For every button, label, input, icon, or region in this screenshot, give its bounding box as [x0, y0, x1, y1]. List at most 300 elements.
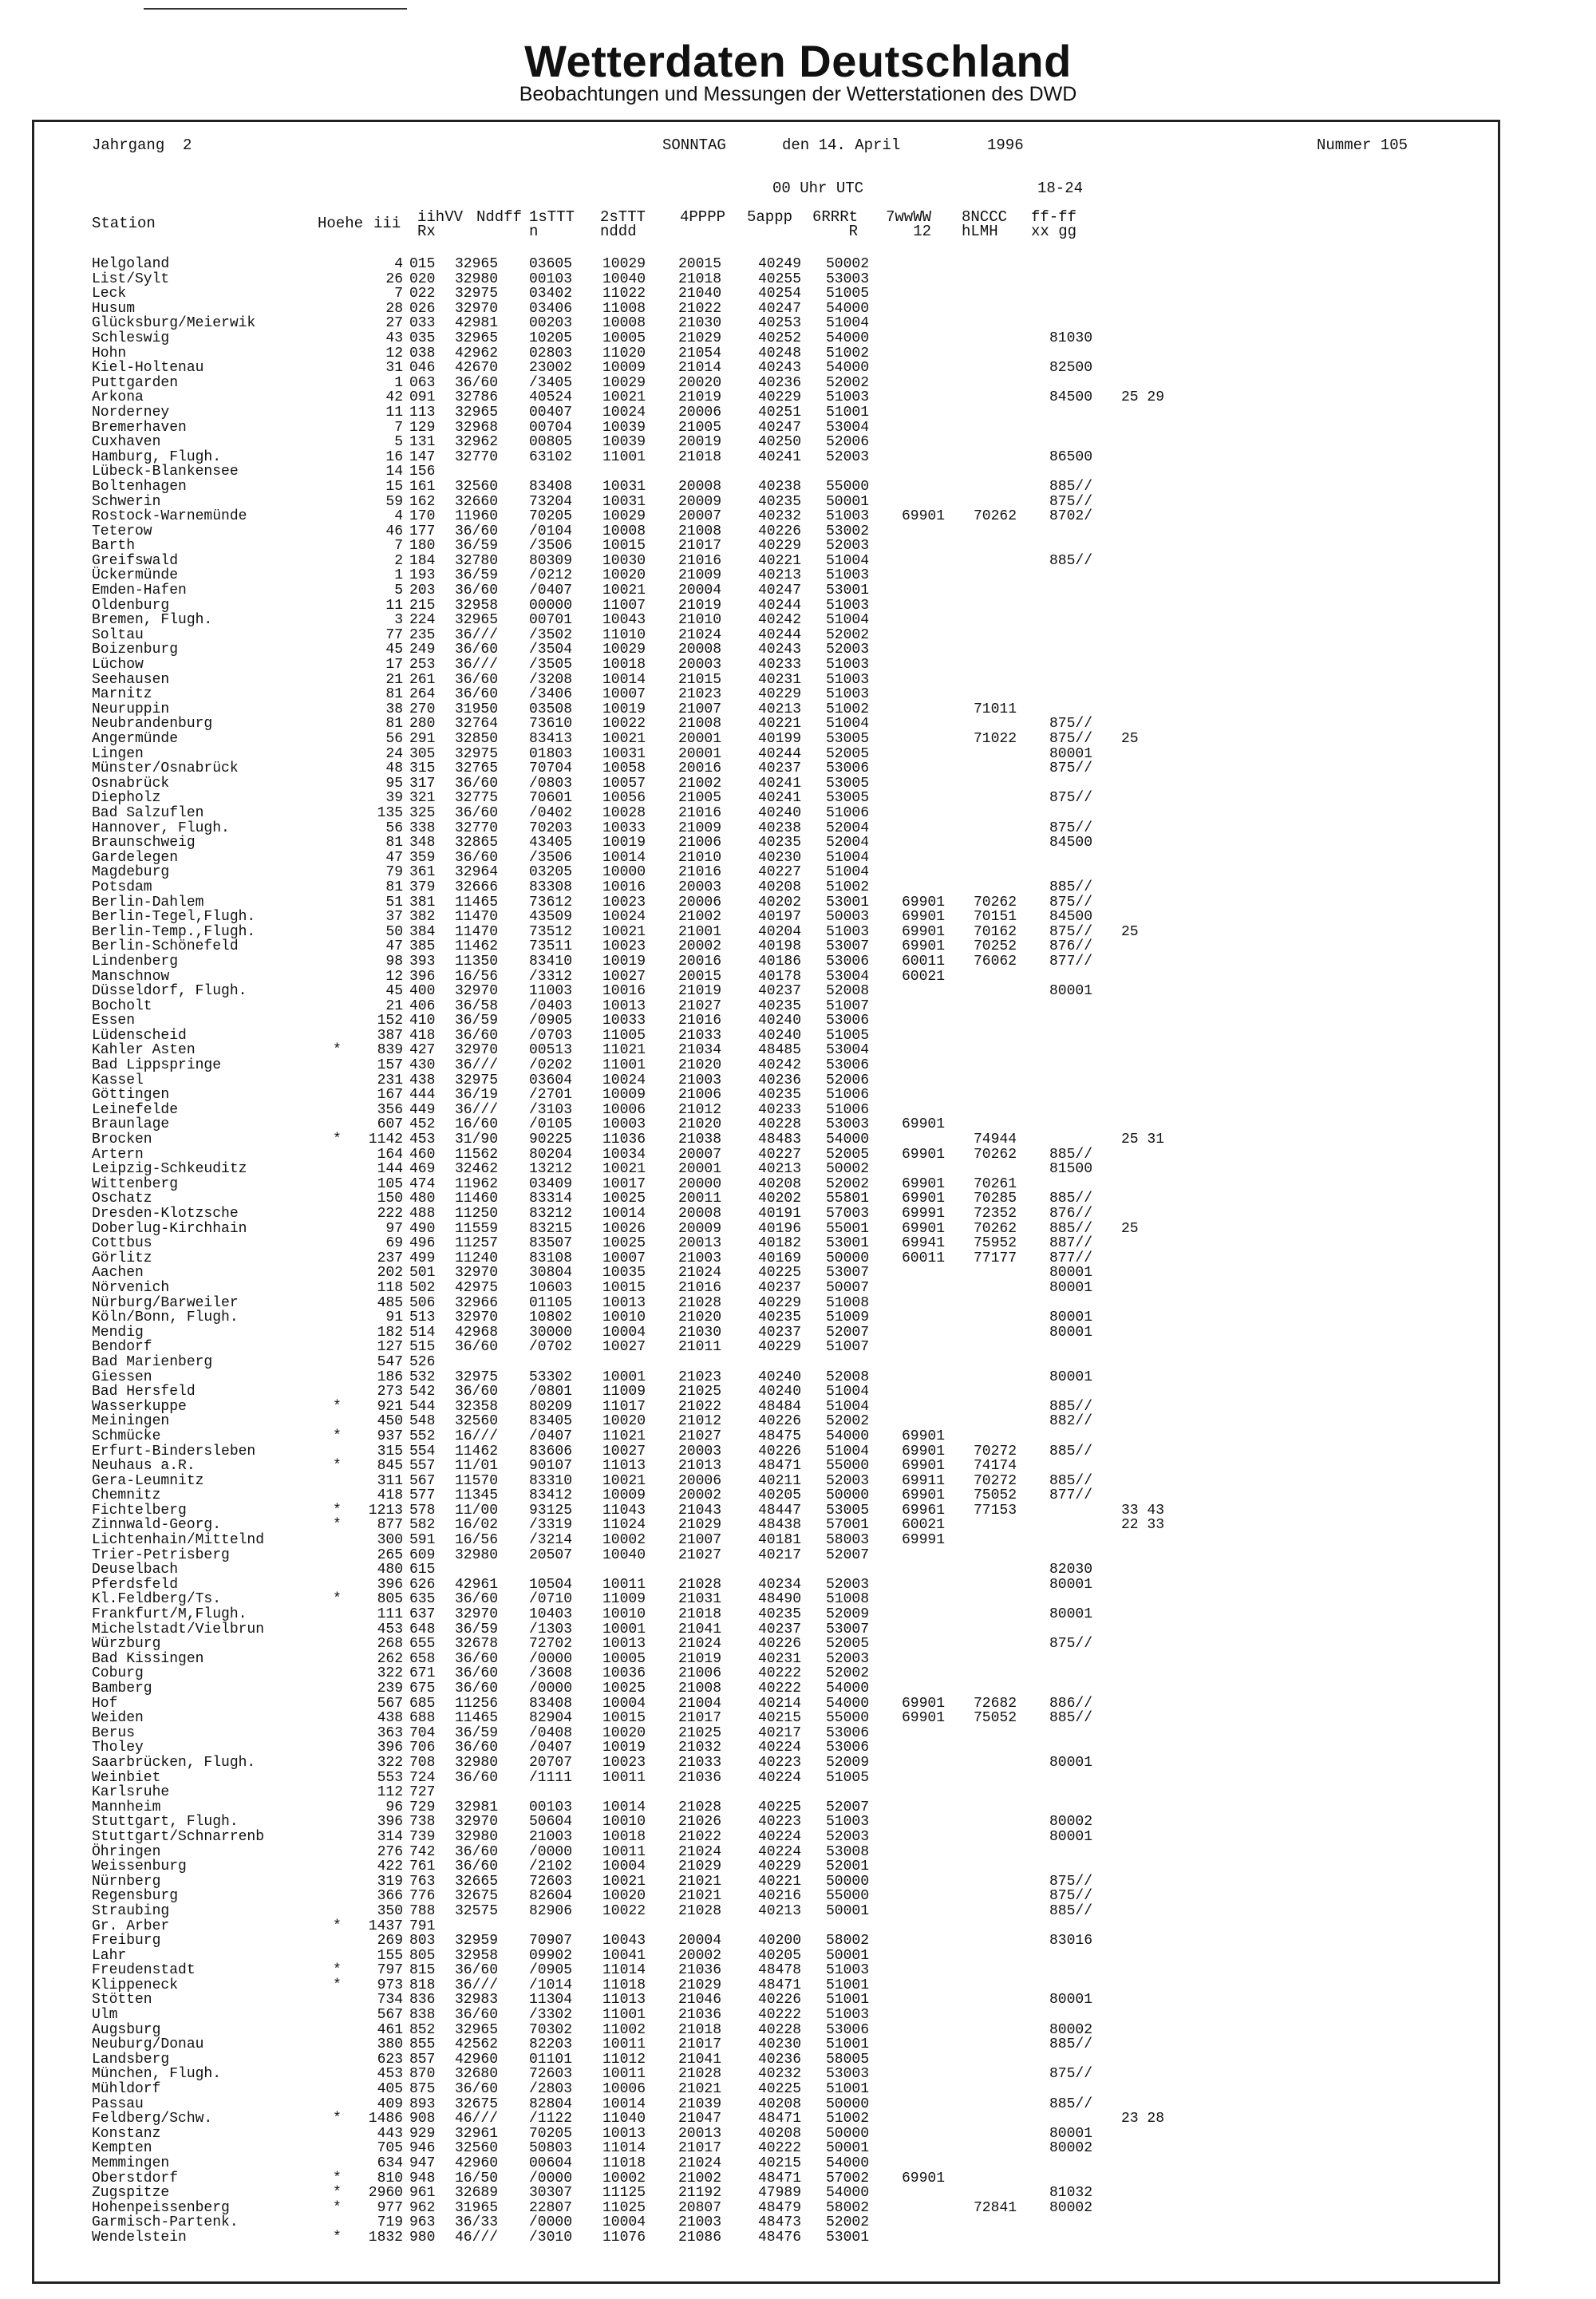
station-height: 95 [385, 775, 403, 792]
group-1sttt: 10030 [602, 552, 646, 569]
group-nddff: 21003 [529, 1828, 573, 1845]
group-7wwww: 72841 [974, 2199, 1017, 2216]
station-name: Bad Marienberg [92, 1353, 213, 1370]
group-2sttt: 21033 [678, 1027, 722, 1044]
group-5appp: 52008 [826, 1369, 870, 1385]
group-5appp: 51004 [826, 1443, 870, 1460]
group-nddff: 70601 [529, 790, 573, 807]
group-nddff: 11304 [529, 1992, 573, 2009]
group-nddff: /3312 [529, 968, 573, 985]
group-2sttt: 21019 [678, 1650, 722, 1667]
table-row [92, 910, 1448, 925]
station-name: Nörvenich [92, 1279, 170, 1296]
group-4pppp: 40211 [758, 1472, 802, 1489]
group-nddff: 82604 [529, 1888, 573, 1905]
group-2sttt: 21002 [678, 2170, 722, 2186]
group-nddff: /1303 [529, 1621, 573, 1637]
station-height: 15 [385, 478, 403, 495]
group-2sttt: 20013 [678, 2125, 722, 2142]
group-nddff: 90225 [529, 1132, 573, 1148]
group-iihvv: 32980 [455, 271, 499, 287]
col-1sttt: 1sTTT n [529, 208, 575, 240]
group-nddff: 73512 [529, 923, 573, 940]
station-id: 961 [409, 2185, 436, 2202]
group-2sttt: 21008 [678, 523, 722, 539]
group-5appp: 51001 [826, 1992, 870, 2009]
station-id: 554 [409, 1443, 436, 1460]
group-1sttt: 10013 [602, 1294, 646, 1311]
station-id: 184 [409, 552, 436, 569]
table-row [92, 1859, 1448, 1874]
group-5appp: 51005 [826, 1027, 870, 1044]
table-row [92, 1830, 1448, 1845]
group-nddff: /3010 [529, 2229, 573, 2246]
group-5appp: 52002 [826, 374, 870, 391]
group-4pppp: 40254 [758, 286, 802, 302]
group-4pppp: 40197 [758, 909, 802, 926]
group-4pppp: 40191 [758, 1206, 802, 1222]
group-2sttt: 21038 [678, 1132, 722, 1148]
station-name: Lahr [92, 1947, 127, 1964]
station-name: Lübeck-Blankensee [92, 464, 239, 480]
col-station: Station [92, 215, 156, 232]
group-6rrrt: 69901 [902, 1695, 946, 1712]
group-2sttt: 21006 [678, 835, 722, 851]
table-row [92, 1562, 1448, 1578]
group-5appp: 51009 [826, 1309, 870, 1326]
station-name: Weissenburg [92, 1859, 187, 1875]
station-id: 264 [409, 686, 436, 703]
group-2sttt: 21018 [678, 2021, 722, 2038]
station-name: Freudenstadt [92, 1962, 196, 1979]
station-height: 111 [377, 1606, 403, 1623]
group-iihvv: 11962 [455, 1175, 499, 1192]
group-1sttt: 10025 [602, 1191, 646, 1207]
group-iihvv: 11470 [455, 909, 499, 926]
group-5appp: 51004 [826, 1398, 870, 1415]
group-5appp: 51004 [826, 612, 870, 629]
station-name: Berlin-Dahlem [92, 894, 204, 911]
group-5appp: 53007 [826, 1265, 870, 1282]
group-2sttt: 21008 [678, 1681, 722, 1697]
group-1sttt: 10021 [602, 1873, 646, 1890]
station-name: Berus [92, 1724, 136, 1741]
group-iihvv: 11256 [455, 1695, 499, 1712]
group-7wwww: 70272 [974, 1472, 1017, 1489]
group-2sttt: 21002 [678, 909, 722, 926]
station-id: 033 [409, 315, 436, 332]
station-name: Würzburg [92, 1636, 161, 1653]
station-id: 947 [409, 2155, 436, 2171]
group-nddff: /3405 [529, 374, 573, 391]
group-6rrrt: 69901 [902, 1116, 946, 1133]
group-6rrrt: 69901 [902, 508, 946, 525]
station-height: 623 [377, 2051, 403, 2068]
group-5appp: 53003 [826, 1116, 870, 1133]
group-iihvv: 36/60 [455, 374, 499, 391]
group-1sttt: 10016 [602, 983, 646, 1000]
group-iihvv: 36/19 [455, 1087, 499, 1104]
station-height: 314 [377, 1828, 403, 1845]
group-1sttt: 10022 [602, 716, 646, 733]
group-nddff: /2701 [529, 1087, 573, 1104]
group-2sttt: 21008 [678, 716, 722, 733]
group-8nccc: 84500 [1049, 389, 1093, 406]
station-name: Garmisch-Partenk. [92, 2214, 239, 2231]
group-nddff: /3502 [529, 626, 573, 643]
group-2sttt: 21033 [678, 1754, 722, 1771]
station-name: Hannover, Flugh. [92, 820, 230, 836]
station-height: 98 [385, 953, 403, 970]
group-1sttt: 11009 [602, 1384, 646, 1400]
group-8nccc: 875// [1049, 1636, 1093, 1653]
group-5appp: 53006 [826, 953, 870, 970]
station-name: Frankfurt/M,Flugh. [92, 1606, 247, 1623]
group-2sttt: 21046 [678, 1992, 722, 2009]
table-row [92, 1697, 1448, 1712]
group-2sttt: 20002 [678, 1487, 722, 1504]
mountain-marker: * [333, 2199, 342, 2216]
group-2sttt: 21028 [678, 1294, 722, 1311]
station-name: Memmingen [92, 2155, 170, 2171]
group-4pppp: 40224 [758, 1740, 802, 1756]
station-id: 532 [409, 1369, 436, 1385]
group-nddff: 01803 [529, 745, 573, 762]
station-height: 839 [377, 1042, 403, 1059]
station-name: Bocholt [92, 997, 152, 1014]
group-7wwww: 70285 [974, 1191, 1017, 1207]
group-4pppp: 40249 [758, 256, 802, 272]
table-row [92, 1177, 1448, 1192]
station-height: 4 [394, 508, 403, 525]
group-2sttt: 20020 [678, 374, 722, 391]
table-row [92, 257, 1448, 272]
group-4pppp: 40224 [758, 1769, 802, 1786]
group-2sttt: 20002 [678, 938, 722, 955]
group-4pppp: 40223 [758, 1814, 802, 1831]
group-iihvv: 36/60 [455, 2081, 499, 2098]
station-name: Boltenhagen [92, 478, 187, 495]
station-id: 203 [409, 583, 436, 599]
group-8nccc: 876// [1049, 938, 1093, 955]
group-2sttt: 21022 [678, 1828, 722, 1845]
station-height: 734 [377, 1992, 403, 2009]
group-5appp: 51003 [826, 923, 870, 940]
group-2sttt: 21007 [678, 701, 722, 717]
station-height: 97 [385, 1220, 403, 1237]
station-id: 544 [409, 1398, 436, 1415]
group-4pppp: 48447 [758, 1502, 802, 1519]
group-4pppp: 48471 [758, 2170, 802, 2186]
group-8nccc: 885// [1049, 1902, 1093, 1919]
group-1sttt: 10006 [602, 1101, 646, 1118]
table-row [92, 2186, 1448, 2201]
group-5appp: 50002 [826, 256, 870, 272]
station-id: 515 [409, 1339, 436, 1356]
station-height: 14 [385, 464, 403, 480]
station-table [92, 257, 1448, 2246]
group-4pppp: 48478 [758, 1962, 802, 1979]
station-id: 685 [409, 1695, 436, 1712]
group-iihvv: 32970 [455, 983, 499, 1000]
table-row [92, 1474, 1448, 1489]
group-4pppp: 40213 [758, 1902, 802, 1919]
group-2sttt: 21023 [678, 686, 722, 703]
group-2sttt: 20006 [678, 894, 722, 911]
station-id: 035 [409, 330, 436, 346]
group-4pppp: 40243 [758, 360, 802, 377]
group-iihvv: 32975 [455, 286, 499, 302]
group-4pppp: 40199 [758, 731, 802, 747]
group-5appp: 50001 [826, 2140, 870, 2157]
station-height: 1832 [368, 2229, 403, 2246]
group-4pppp: 40236 [758, 1072, 802, 1088]
group-1sttt: 10006 [602, 2081, 646, 2098]
table-row [92, 1191, 1448, 1207]
group-ff: 33 43 [1121, 1502, 1165, 1519]
station-height: 977 [377, 2199, 403, 2216]
station-name: Norderney [92, 404, 170, 421]
group-2sttt: 21023 [678, 1369, 722, 1385]
station-name: Cottbus [92, 1235, 152, 1252]
group-5appp: 54000 [826, 300, 870, 317]
station-name: Leinefelde [92, 1101, 179, 1118]
station-height: 48 [385, 760, 403, 777]
group-8nccc: 80001 [1049, 1309, 1093, 1326]
station-name: Ückermünde [92, 567, 179, 584]
group-4pppp: 40217 [758, 1546, 802, 1563]
station-height: 485 [377, 1294, 403, 1311]
station-name: Feldberg/Schw. [92, 2111, 213, 2127]
group-1sttt: 10017 [602, 1175, 646, 1192]
group-nddff: 10603 [529, 1279, 573, 1296]
group-7wwww: 75952 [974, 1235, 1017, 1252]
table-row [92, 1355, 1448, 1370]
station-height: 322 [377, 1754, 403, 1771]
station-id: 962 [409, 2199, 436, 2216]
station-height: 567 [377, 1695, 403, 1712]
station-name: Osnabrück [92, 775, 170, 792]
station-height: 24 [385, 745, 403, 762]
station-height: 237 [377, 1250, 403, 1266]
group-4pppp: 40208 [758, 879, 802, 895]
station-height: 81 [385, 716, 403, 733]
group-5appp: 50000 [826, 2125, 870, 2142]
group-4pppp: 40243 [758, 642, 802, 658]
group-1sttt: 10027 [602, 1443, 646, 1460]
group-iihvv: 36/60 [455, 1650, 499, 1667]
group-2sttt: 21016 [678, 1279, 722, 1296]
group-7wwww: 70262 [974, 1146, 1017, 1163]
station-height: 105 [377, 1175, 403, 1192]
table-row [92, 939, 1448, 954]
group-5appp: 52004 [826, 835, 870, 851]
group-iihvv: 36/59 [455, 1621, 499, 1637]
group-nddff: 01105 [529, 1294, 573, 1311]
group-iihvv: 36/// [455, 1101, 499, 1118]
group-1sttt: 11021 [602, 1042, 646, 1059]
group-iihvv: 11570 [455, 1472, 499, 1489]
group-1sttt: 10002 [602, 2170, 646, 2186]
table-row [92, 821, 1448, 836]
station-id: 502 [409, 1279, 436, 1296]
group-7wwww: 70262 [974, 894, 1017, 911]
group-4pppp: 40221 [758, 716, 802, 733]
group-2sttt: 21036 [678, 1962, 722, 1979]
station-name: Husum [92, 300, 136, 317]
group-5appp: 53006 [826, 1724, 870, 1741]
group-2sttt: 20008 [678, 478, 722, 495]
group-1sttt: 11005 [602, 1027, 646, 1044]
group-nddff: 53302 [529, 1369, 573, 1385]
group-4pppp: 48475 [758, 1428, 802, 1444]
station-id: 359 [409, 849, 436, 866]
group-1sttt: 11014 [602, 2140, 646, 2157]
group-1sttt: 10025 [602, 1681, 646, 1697]
station-id: 253 [409, 657, 436, 674]
group-4pppp: 48471 [758, 1977, 802, 1993]
group-4pppp: 40238 [758, 820, 802, 836]
group-2sttt: 21001 [678, 923, 722, 940]
group-4pppp: 40228 [758, 2021, 802, 2038]
station-height: 418 [377, 1487, 403, 1504]
station-id: 791 [409, 1918, 436, 1934]
station-name: Michelstadt/Vielbrun [92, 1621, 265, 1637]
group-2sttt: 21005 [678, 790, 722, 807]
group-8nccc: 80001 [1049, 1754, 1093, 1771]
group-iihvv: 11240 [455, 1250, 499, 1266]
group-4pppp: 40244 [758, 597, 802, 614]
group-iihvv: 36/// [455, 657, 499, 674]
station-height: 45 [385, 983, 403, 1000]
table-row [92, 1845, 1448, 1860]
station-id: 658 [409, 1650, 436, 1667]
table-row [92, 421, 1448, 436]
group-1sttt: 10031 [602, 745, 646, 762]
group-5appp: 54000 [826, 330, 870, 346]
station-height: 1142 [368, 1132, 403, 1148]
group-nddff: 20707 [529, 1754, 573, 1771]
table-row [92, 2171, 1448, 2186]
group-iihvv: 32966 [455, 1294, 499, 1311]
col-6rrrt: 6RRRt R [812, 208, 859, 240]
group-2sttt: 21025 [678, 1724, 722, 1741]
table-row [92, 1666, 1448, 1681]
col-hoehe: Hoehe [318, 215, 364, 232]
group-iihvv: 42562 [455, 2036, 499, 2053]
group-4pppp: 40237 [758, 760, 802, 777]
group-nddff: 20507 [529, 1546, 573, 1563]
table-row [92, 1771, 1448, 1786]
station-name: Oberstdorf [92, 2170, 179, 2186]
station-id: 946 [409, 2140, 436, 2157]
station-name: Neuhaus a.R. [92, 1458, 196, 1475]
station-height: 38 [385, 701, 403, 717]
group-6rrrt: 69901 [902, 1428, 946, 1444]
group-4pppp: 40247 [758, 300, 802, 317]
group-1sttt: 11013 [602, 1458, 646, 1475]
station-name: Trier-Petrisberg [92, 1546, 230, 1563]
station-id: 857 [409, 2051, 436, 2068]
group-2sttt: 21014 [678, 360, 722, 377]
station-height: 26 [385, 271, 403, 287]
station-id: 156 [409, 464, 436, 480]
station-id: 948 [409, 2170, 436, 2186]
station-height: 607 [377, 1116, 403, 1133]
group-1sttt: 11012 [602, 2051, 646, 2068]
group-iihvv: 11350 [455, 953, 499, 970]
group-1sttt: 10011 [602, 2066, 646, 2083]
group-6rrrt: 69901 [902, 1458, 946, 1475]
group-2sttt: 21016 [678, 552, 722, 569]
station-name: Bendorf [92, 1339, 152, 1356]
group-1sttt: 10019 [602, 835, 646, 851]
station-id: 305 [409, 745, 436, 762]
group-nddff: /3406 [529, 686, 573, 703]
group-iihvv: 32678 [455, 1636, 499, 1653]
table-row [92, 1622, 1448, 1637]
table-row [92, 1266, 1448, 1281]
group-iihvv: 42962 [455, 345, 499, 361]
group-4pppp: 40225 [758, 1799, 802, 1815]
table-row [92, 747, 1448, 762]
group-iihvv: 36/60 [455, 583, 499, 599]
group-5appp: 51001 [826, 2081, 870, 2098]
group-iihvv: 32689 [455, 2185, 499, 2202]
group-iihvv: 31965 [455, 2199, 499, 2216]
group-iihvv: 32958 [455, 597, 499, 614]
group-4pppp: 40233 [758, 657, 802, 674]
group-4pppp: 40247 [758, 583, 802, 599]
group-2sttt: 21192 [678, 2185, 722, 2202]
table-row [92, 2067, 1448, 2082]
group-4pppp: 40226 [758, 1636, 802, 1653]
group-1sttt: 11009 [602, 1591, 646, 1608]
station-name: Braunschweig [92, 835, 196, 851]
table-row [92, 495, 1448, 510]
group-1sttt: 10001 [602, 1621, 646, 1637]
group-8nccc: 80001 [1049, 2125, 1093, 2142]
station-id: 170 [409, 508, 436, 525]
group-nddff: /0000 [529, 2214, 573, 2231]
group-7wwww: 76062 [974, 953, 1017, 970]
group-iihvv: 36/60 [455, 1665, 499, 1682]
group-nddff: 70302 [529, 2021, 573, 2038]
station-id: 438 [409, 1072, 436, 1088]
group-iihvv: 36/60 [455, 523, 499, 539]
group-5appp: 57002 [826, 2170, 870, 2186]
table-row [92, 2082, 1448, 2097]
table-row [92, 435, 1448, 450]
group-iihvv: 32964 [455, 864, 499, 881]
group-2sttt: 21025 [678, 1384, 722, 1400]
group-nddff: /1111 [529, 1769, 573, 1786]
group-2sttt: 21032 [678, 1740, 722, 1756]
station-name: Potsdam [92, 879, 152, 895]
group-nddff: 09902 [529, 1947, 573, 1964]
table-row [92, 1444, 1448, 1460]
group-nddff: 10403 [529, 1606, 573, 1623]
station-id: 506 [409, 1294, 436, 1311]
group-5appp: 51006 [826, 1101, 870, 1118]
group-1sttt: 10014 [602, 1799, 646, 1815]
group-2sttt: 21017 [678, 538, 722, 555]
group-nddff: 22807 [529, 2199, 573, 2216]
station-id: 648 [409, 1621, 436, 1637]
group-5appp: 54000 [826, 1681, 870, 1697]
station-name: Berlin-Schönefeld [92, 938, 239, 955]
station-id: 803 [409, 1933, 436, 1949]
